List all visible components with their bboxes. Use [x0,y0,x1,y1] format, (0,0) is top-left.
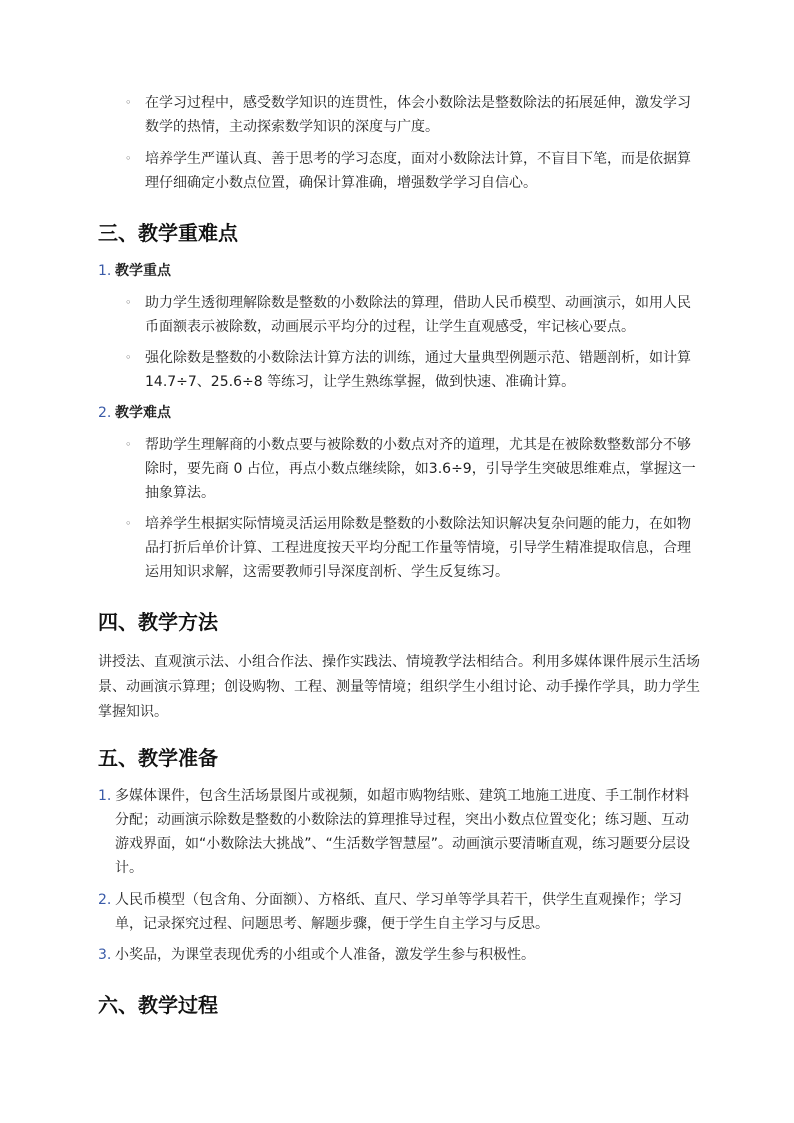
list-item: ◦ 在学习过程中，感受数学知识的连贯性，体会小数除法是整数除法的拓展延伸，激发学习数学的热情，主动探索数学知识的深度与广度。 [125,91,700,139]
section-heading: 三、教学重难点 [98,221,238,245]
list-item: ◦ 培养学生严谨认真、善于思考的学习态度，面对小数除法计算，不盲目下笔，而是依据算理仔细确定小数点位置，确保计算准确，增强数学学习自信心。 [125,147,700,195]
section-heading: 六、教学过程 [98,993,218,1017]
numbered-item: 1. 多媒体课件，包含生活场景图片或视频，如超市购物结账、建筑工地施工进度、手工制作材料分配；动画演示除数是整数的小数除法的算理推导过程，突出小数点位置变化；练习题、互动游戏界面，如“小数除法大挑战”、“生活数学智慧屋”。动画演示要清晰直观，练习题要分层设计。 [98,788,691,876]
list-item: ◦ 培养学生根据实际情境灵活运用除数是整数的小数除法知识解决复杂问题的能力，在如物品打折后单价计算、工程进度按天平均分配工作量等情境，引导学生精准提取信息，合理运用知识求解，这需要教师引导深度剖析、学生反复练习。 [125,512,700,584]
bullet-icon: ◦ [125,96,132,109]
bullet-icon: ◦ [125,438,132,451]
list-item: ◦ 帮助学生理解商的小数点要与被除数的小数点对齐的道理，尤其是在被除数整数部分不够除时，要先商 0 占位，再点小数点继续除，如3.6÷9，引导学生突破思维难点，掌握这一抽象算法。 [125,433,700,505]
numbered-item: 2. 人民币模型（包含角、分面额）、方格纸、直尺、学习单等学具若干，供学生直观操作；学习单，记录探究过程、问题思考、解题步骤，便于学生自主学习与反思。 [98,892,682,932]
numbered-item: 2. 教学难点 [98,405,171,421]
bullet-icon: ◦ [125,517,132,530]
section-heading: 四、教学方法 [98,610,218,634]
paragraph: 讲授法、直观演示法、小组合作法、操作实践法、情境教学法相结合。利用多媒体课件展示生活场景、动画演示算理；创设购物、工程、测量等情境；组织学生小组讨论、动手操作学具，助力学生掌握知识。 [98,654,700,720]
list-item: ◦ 助力学生透彻理解除数是整数的小数除法的算理，借助人民币模型、动画演示，如用人民币面额表示被除数，动画展示平均分的过程，让学生直观感受，牢记核心要点。 [125,291,700,339]
bullet-icon: ◦ [125,351,132,364]
numbered-item: 1. 教学重点 [98,263,171,279]
numbered-item: 3. 小奖品，为课堂表现优秀的小组或个人准备，激发学生参与积极性。 [98,947,535,963]
list-item: ◦ 强化除数是整数的小数除法计算方法的训练，通过大量典型例题示范、错题剖析，如计算 14.7÷7、25.6÷8 等练习，让学生熟练掌握，做到快速、准确计算。 [125,346,700,394]
section-heading: 五、教学准备 [98,746,218,770]
bullet-icon: ◦ [125,296,132,309]
bullet-icon: ◦ [125,152,132,165]
